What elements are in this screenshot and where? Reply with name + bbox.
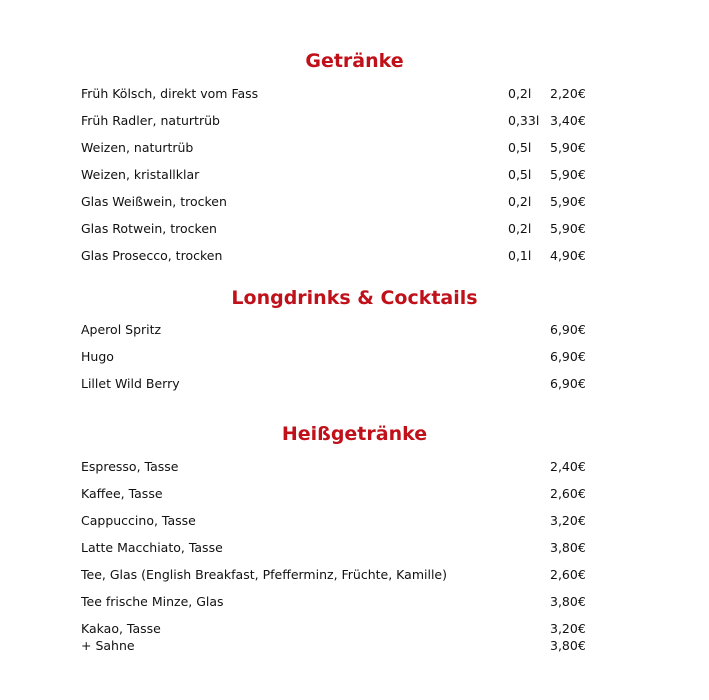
item-name: Kakao, Tasse [81, 621, 161, 636]
menu-item [81, 193, 601, 211]
menu-item [81, 539, 601, 557]
item-price: 4,90€ [550, 248, 586, 263]
item-price: 6,90€ [550, 376, 586, 391]
item-name: Früh Radler, naturtrüb [81, 113, 220, 128]
item-price: 3,40€ [550, 113, 586, 128]
item-price: 2,60€ [550, 567, 586, 582]
section-title-heissgetraenke: Heißgetränke [281, 423, 428, 445]
item-price: 2,20€ [550, 86, 586, 101]
menu-item [81, 375, 601, 393]
item-price: 5,90€ [550, 194, 586, 209]
menu-item [81, 220, 601, 238]
item-addon-price: 3,80€ [550, 638, 586, 653]
item-price: 3,80€ [550, 594, 586, 609]
item-name: Espresso, Tasse [81, 459, 179, 474]
item-name: Latte Macchiato, Tasse [81, 540, 223, 555]
item-size: 0,5l [508, 140, 532, 155]
item-price: 2,40€ [550, 459, 586, 474]
item-name: Hugo [81, 349, 114, 364]
item-name: Lillet Wild Berry [81, 376, 180, 391]
menu-item [81, 166, 601, 184]
item-price: 5,90€ [550, 221, 586, 236]
menu-item [81, 247, 601, 265]
menu-item [81, 321, 601, 339]
item-size: 0,2l [508, 221, 532, 236]
item-name: Glas Weißwein, trocken [81, 194, 227, 209]
item-price: 6,90€ [550, 349, 586, 364]
item-name: Glas Prosecco, trocken [81, 248, 223, 263]
item-name: Tee frische Minze, Glas [81, 594, 224, 609]
menu-item [81, 620, 601, 656]
item-name: Cappuccino, Tasse [81, 513, 196, 528]
item-size: 0,2l [508, 194, 532, 209]
menu-item [81, 139, 601, 157]
item-name: Kaffee, Tasse [81, 486, 163, 501]
menu-item [81, 566, 601, 584]
item-size: 0,33l [508, 113, 540, 128]
menu-item [81, 458, 601, 476]
item-name: Aperol Spritz [81, 322, 162, 337]
section-title-getraenke: Getränke [305, 50, 404, 72]
item-price: 5,90€ [550, 167, 586, 182]
item-size: 0,5l [508, 167, 532, 182]
menu-item [81, 593, 601, 611]
item-price: 3,20€ [550, 621, 586, 636]
item-size: 0,1l [508, 248, 532, 263]
item-price: 3,20€ [550, 513, 586, 528]
item-name: Weizen, naturtrüb [81, 140, 194, 155]
item-name: Tee, Glas (English Breakfast, Pfefferminz, Früchte, Kamille) [81, 567, 447, 582]
item-price: 3,80€ [550, 540, 586, 555]
section-title-longdrinks: Longdrinks & Cocktails [231, 287, 478, 309]
item-name: Weizen, kristallklar [81, 167, 200, 182]
item-name: Früh Kölsch, direkt vom Fass [81, 86, 259, 101]
item-price: 6,90€ [550, 322, 586, 337]
menu-item [81, 348, 601, 366]
menu-item [81, 485, 601, 503]
item-price: 5,90€ [550, 140, 586, 155]
menu-item [81, 512, 601, 530]
item-addon: + Sahne [81, 638, 135, 653]
menu-item [81, 112, 601, 130]
item-name: Glas Rotwein, trocken [81, 221, 217, 236]
item-size: 0,2l [508, 86, 532, 101]
menu-item [81, 85, 601, 103]
item-price: 2,60€ [550, 486, 586, 501]
